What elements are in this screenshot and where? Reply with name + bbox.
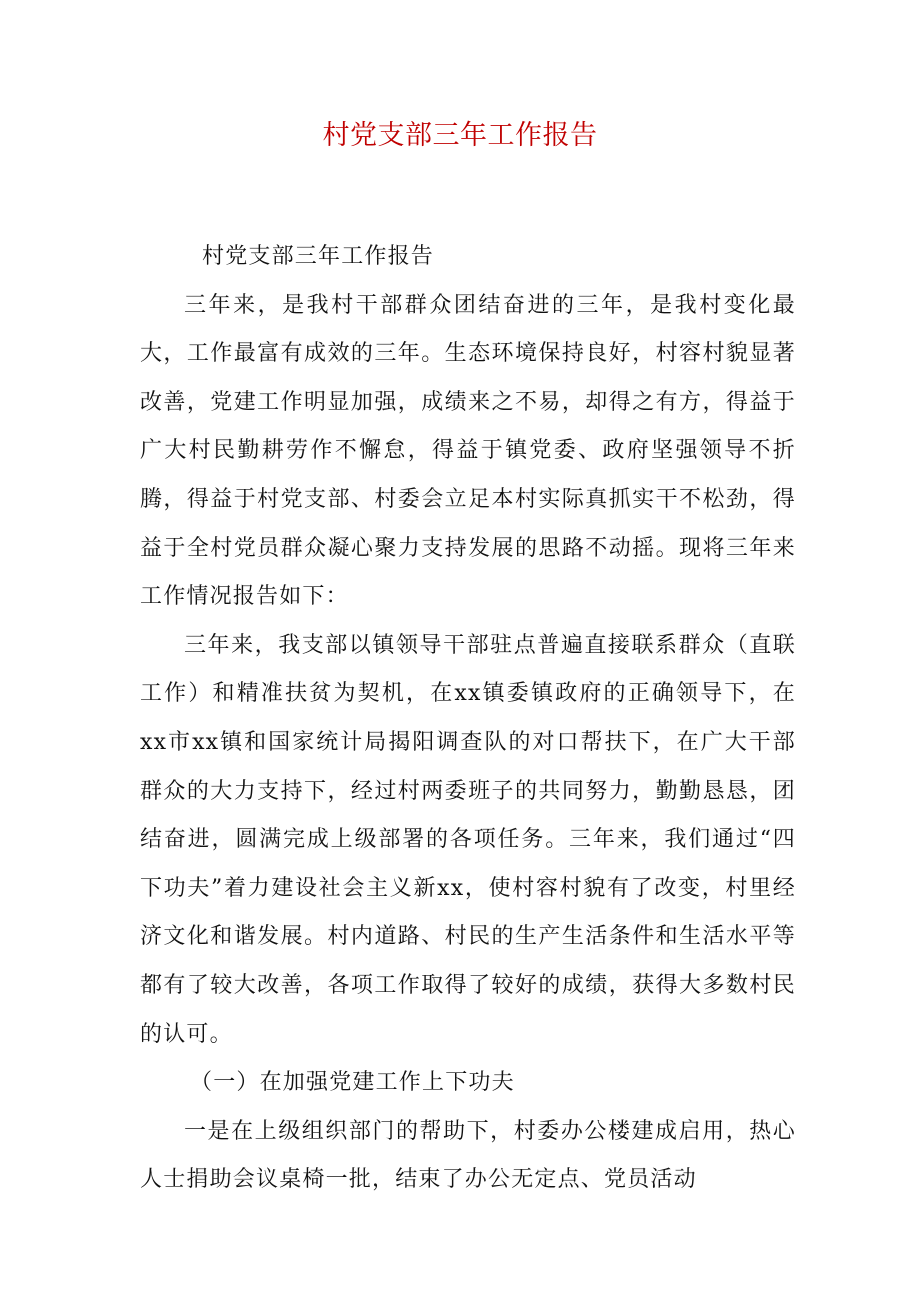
paragraph-overview: 三年来，我支部以镇领导干部驻点普遍直接联系群众（直联工作）和精准扶贫为契机，在xx镇委镇政府的正确领导下，在xx市xx镇和国家统计局揭阳调查队的对口帮扶下，在广大干部群众的大力支持下，经过村两委班子的共同努力，勤勤恳恳，团结奋进，圆满完成上级部署的各项任务。三年来，我们通过“四下功夫”着力建设社会主义新xx，使村容村貌有了改变，村里经济文化和谐发展。村内道路、村民的生产生活条件和生活水平等都有了较大改善，各项工作取得了较好的成绩，获得大多数村民的认可。 <box>140 632 796 1047</box>
document-subtitle: 村党支部三年工作报告 <box>202 244 435 269</box>
document-title: 村党支部三年工作报告 <box>322 120 598 151</box>
document-body <box>140 233 796 1205</box>
section-paragraph: 一是在上级组织部门的帮助下，村委办公楼建成启用，热心人士捐助会议桌椅一批，结束了办公无定点、党员活动 <box>140 1118 796 1193</box>
paragraph-intro: 三年来，是我村干部群众团结奋进的三年，是我村变化最大，工作最富有成效的三年。生态环境保持良好，村容村貌显著改善，党建工作明显加强，成绩来之不易，却得之有方，得益于广大村民勤耕劳作不懈怠，得益于镇党委、政府坚强领导不折腾，得益于村党支部、村委会立足本村实际真抓实干不松劲，得益于全村党员群众凝心聚力支持发展的思路不动摇。现将三年来工作情况报告如下： <box>140 292 796 610</box>
section-heading: （一）在加强党建工作上下功夫 <box>190 1070 515 1096</box>
